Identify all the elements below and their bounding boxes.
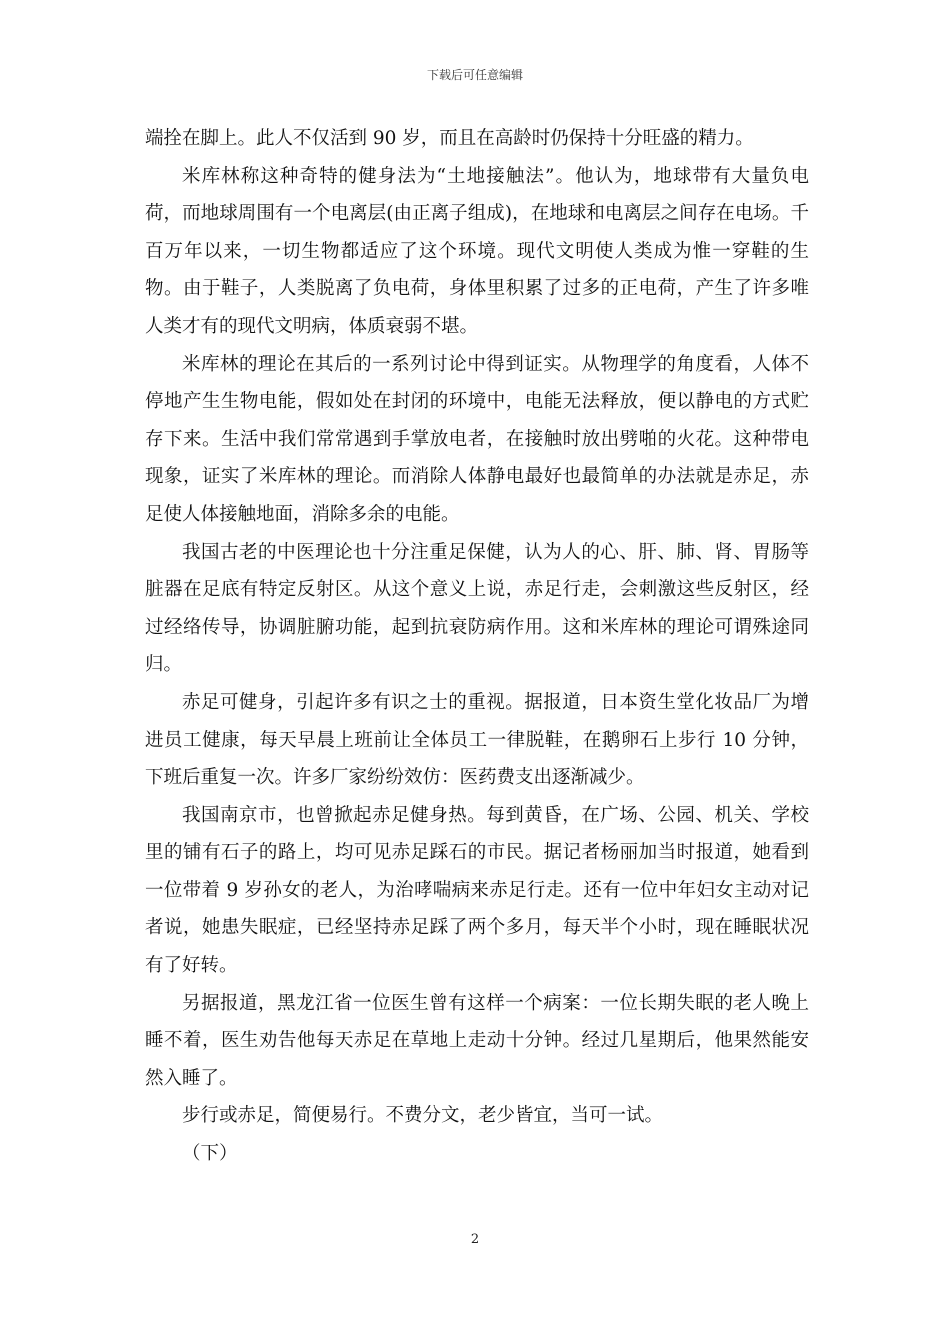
section-marker: （下） bbox=[182, 1143, 238, 1165]
paragraph-continuation: 端拴在脚上。此人不仅活到 90 岁，而且在高龄时仍保持十分旺盛的精力。 bbox=[145, 128, 754, 149]
document-body bbox=[145, 120, 809, 1173]
paragraph: 我国古老的中医理论也十分注重足保健，认为人的心、肝、肺、肾、胃肠等脏器在足底有特定反射区。从这个意义上说，赤足行走，会刺激这些反射区，经过经络传导，协调脏腑功能，起到抗衰防病作用。这和米库林的理论可谓殊途同归。 bbox=[145, 541, 809, 676]
page-header: 下载后可任意编辑 bbox=[426, 68, 523, 82]
paragraph: 我国南京市，也曾掀起赤足健身热。每到黄昏，在广场、公园、机关、学校里的铺有石子的路上，均可见赤足踩石的市民。据记者杨丽加当时报道，她看到一位带着 9 岁孙女的老人，为治哮喘病来赤足行走。还有一位中年妇女主动对记者说，她患失眠症，已经坚持赤足踩了两个多月，每天半个小时，现在睡眠状况有了好转。 bbox=[145, 804, 809, 977]
paragraph: 步行或赤足，简便易行。不费分文，老少皆宜，当可一试。 bbox=[182, 1105, 664, 1127]
paragraph: 另据报道，黑龙江省一位医生曾有这样一个病案：一位长期失眠的老人晚上睡不着，医生劝告他每天赤足在草地上走动十分钟。经过几星期后，他果然能安然入睡了。 bbox=[145, 992, 809, 1089]
page-number: 2 bbox=[470, 1232, 480, 1247]
paragraph: 米库林的理论在其后的一系列讨论中得到证实。从物理学的角度看，人体不停地产生生物电能，假如处在封闭的环境中，电能无法释放，便以静电的方式贮存下来。生活中我们常常遇到手掌放电者，在接触时放出劈啪的火花。这种带电现象，证实了米库林的理论。而消除人体静电最好也最简单的办法就是赤足，赤足使人体接触地面，消除多余的电能。 bbox=[145, 353, 809, 525]
paragraph: 米库林称这种奇特的健身法为“土地接触法”。他认为，地球带有大量负电荷，而地球周围有一个电离层(由正离子组成)，在地球和电离层之间存在电场。千百万年以来，一切生物都适应了这个环境。现代文明使人类成为惟一穿鞋的生物。由于鞋子，人类脱离了负电荷，身体里积累了过多的正电荷，产生了许多唯人类才有的现代文明病，体质衰弱不堪。 bbox=[145, 165, 809, 337]
paragraph: 赤足可健身，引起许多有识之士的重视。据报道，日本资生堂化妆品厂为增进员工健康，每天早晨上班前让全体员工一律脱鞋，在鹅卵石上步行 10 分钟，下班后重复一次。许多厂家纷纷效仿：医药费支出逐渐减少。 bbox=[145, 691, 809, 789]
